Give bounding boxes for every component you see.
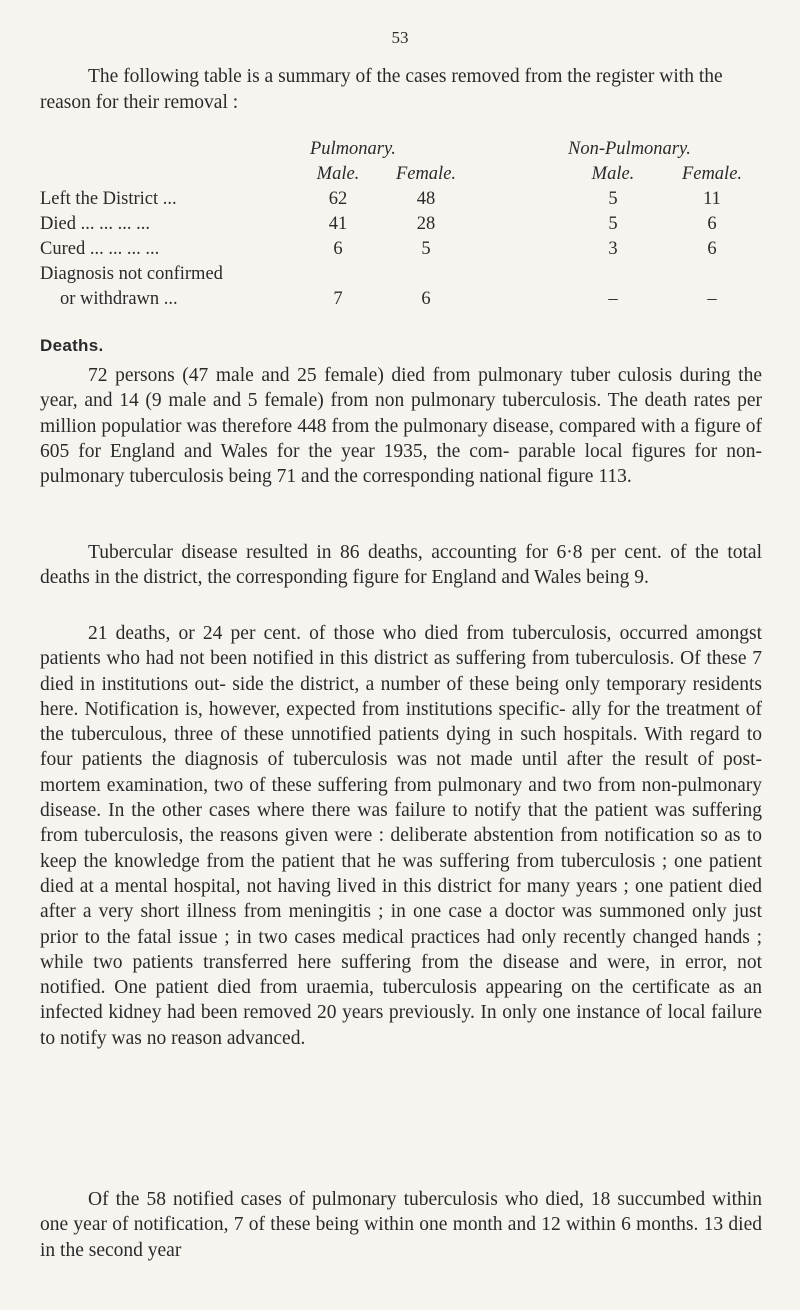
table-cell: 62: [328, 189, 348, 209]
intro-paragraph: The following table is a summary of the cases removed from the register with the reason for their removal :: [40, 66, 723, 113]
table-cell: 28: [416, 214, 436, 234]
table-row: [40, 187, 766, 212]
group-header-non-pulmonary: Non-Pulmonary.: [568, 139, 691, 159]
row-label: Died ... ... ... ...: [40, 214, 150, 234]
table-group-header-row: [40, 137, 766, 162]
table-cell: 3: [608, 239, 618, 259]
group-header-pulmonary: Pulmonary.: [310, 139, 396, 159]
removal-summary-table: [40, 137, 766, 312]
table-cell: 6: [421, 289, 431, 309]
table-row: [40, 262, 766, 287]
body-paragraph: Tubercular disease resulted in 86 deaths, accounting for 6·8 per cent. of the total deaths in the district, the corresponding figure for England and Wales being 9.: [40, 542, 762, 589]
row-label: Cured ... ... ... ...: [40, 239, 160, 259]
sub-header-non-pulmonary-male: Male.: [591, 164, 635, 184]
page-number: 53: [391, 28, 409, 47]
table-cell: 5: [608, 189, 618, 209]
table-cell: 11: [703, 189, 721, 209]
body-paragraph: 21 deaths, or 24 per cent. of those who died from tuberculosis, occurred amongst patients who had not been notified in this district as suffering from tuberculosis. Of these 7 died in institutions out- side the district, a number of these being only temporary residents here. Notification is, however, expected from institutions specific- ally for the treatment of the tuberculous, three of these unnotified patients dying in such hospitals. With regard to four patients the diagnosis of tuberculosis was not made until after the result of post- mortem examination, two of these suffering from pulmonary and two from non-pulmonary disease. In the other cases where there was failure to notify that the patient was suffering from tuberculosis, the reasons given were : deliberate abstention from notification so as to keep the knowledge from the patient that he was suffering from tuberculosis ; one patient died at a mental hospital, not having lived in this district for many years ; one patient died after a very short illness from meningitis ; in one case a doctor was summoned only just prior to the fatal issue ; in two cases medical practices had only recently changed hands ; while two patients transferred here suffering from the disease and were, in error, not notified. One patient died from uraemia, tuberculosis appearing on the certificate as an infected kidney had been removed 20 years previously. In only one instance of local failure to notify was no reason advanced.: [40, 623, 762, 1049]
table-cell: 41: [328, 214, 348, 234]
section-heading-deaths: Deaths.: [40, 336, 104, 355]
table-cell: 5: [608, 214, 618, 234]
sub-header-pulmonary-male: Male.: [316, 164, 360, 184]
sub-header-non-pulmonary-female: Female.: [681, 164, 743, 184]
body-paragraph: 72 persons (47 male and 25 female) died from pulmonary tuber culosis during the year, and 14 (9 male and 5 female) from non pulmonary tuberculosis. The death rates per million populatior was therefore 448 from the pulmonary disease, compared with a figure of 605 for England and Wales for the year 1935, the com- parable local figures for non-pulmonary tuberculosis being 71 and the corresponding national figure 113.: [40, 365, 762, 488]
sub-header-pulmonary-female: Female.: [395, 164, 457, 184]
table-cell: –: [608, 289, 618, 309]
table-cell: 7: [333, 289, 343, 309]
table-cell: 6: [707, 214, 717, 234]
table-row: [40, 287, 766, 312]
table-sub-header-row: [40, 162, 766, 187]
table-cell: 6: [707, 239, 717, 259]
table-cell: 48: [416, 189, 436, 209]
table-row: [40, 212, 766, 237]
body-paragraph: Of the 58 notified cases of pulmonary tuberculosis who died, 18 succumbed within one year of notification, 7 of these being within one month and 12 within 6 months. 13 died in the second year: [40, 1189, 762, 1261]
table-cell: –: [707, 289, 717, 309]
table-row: [40, 237, 766, 262]
row-label: Left the District ...: [40, 189, 177, 209]
table-cell: 6: [333, 239, 343, 259]
row-label-continued: or withdrawn ...: [60, 289, 178, 309]
row-label: Diagnosis not confirmed: [40, 264, 223, 284]
table-cell: 5: [421, 239, 431, 259]
